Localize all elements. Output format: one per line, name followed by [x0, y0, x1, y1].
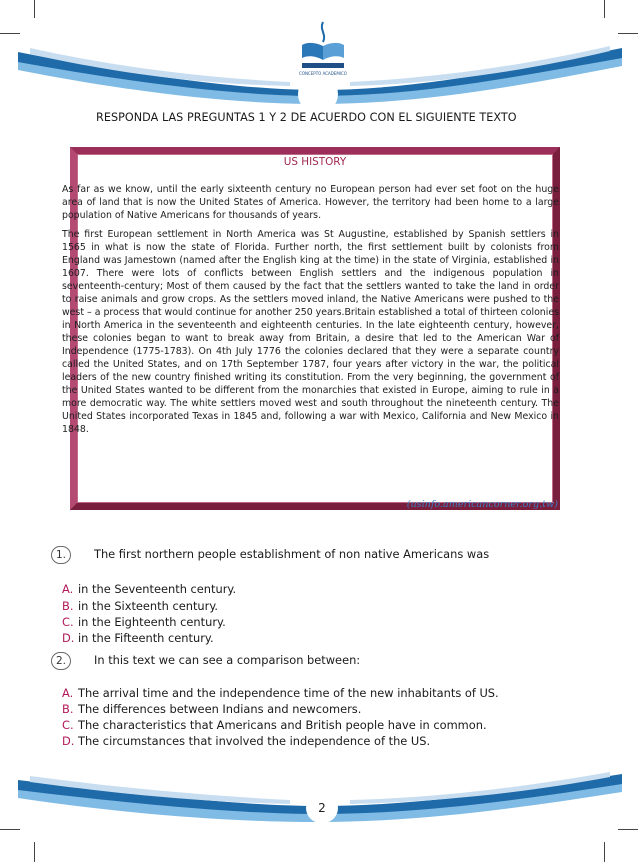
- option-text: in the Seventeenth century.: [78, 582, 237, 596]
- crop-mark: [604, 0, 605, 18]
- page-number: 2: [306, 793, 338, 823]
- option-letter: D.: [62, 734, 75, 748]
- answer-option[interactable]: [62, 631, 214, 645]
- option-text: The arrival time and the independence time of the new inhabitants of US.: [78, 686, 499, 700]
- instruction-heading: RESPONDA LAS PREGUNTAS 1 Y 2 DE ACUERDO CON EL SIGUIENTE TEXTO: [96, 111, 517, 124]
- reading-title: US HISTORY: [283, 156, 347, 168]
- logo-text: CONCEPTO ACADEMICO: [299, 71, 347, 76]
- option-letter: A.: [62, 582, 74, 596]
- option-letter: B.: [62, 599, 74, 613]
- answer-option[interactable]: [62, 615, 226, 629]
- question-number-badge: 2.: [51, 652, 71, 670]
- answer-option[interactable]: [62, 702, 361, 716]
- question-text: The first northern people establishment of non native Americans was: [94, 547, 490, 561]
- option-text: The circumstances that involved the independence of the US.: [78, 734, 431, 748]
- option-text: The characteristics that Americans and British people have in common.: [78, 718, 487, 732]
- question-number-badge: 1.: [51, 546, 71, 564]
- reading-paragraph: As far as we know, until the early sixteenth century no European person had ever set foot on the huge area of land that is now the United States of America. However, the territory had been home to a large population of Native Americans for thousands of years.: [62, 184, 559, 221]
- crop-mark: [618, 33, 638, 34]
- option-letter: D.: [62, 631, 75, 645]
- option-letter: C.: [62, 718, 74, 732]
- crop-mark: [34, 0, 35, 18]
- answer-option[interactable]: [62, 734, 430, 748]
- option-letter: C.: [62, 615, 74, 629]
- answer-option[interactable]: [62, 718, 487, 732]
- answer-option[interactable]: [62, 686, 499, 700]
- answer-option[interactable]: [62, 599, 218, 613]
- option-text: in the Eighteenth century.: [78, 615, 226, 629]
- academic-logo: [298, 18, 348, 80]
- answer-option[interactable]: [62, 582, 236, 596]
- reading-body: [62, 183, 559, 436]
- question-text: In this text we can see a comparison between:: [94, 653, 361, 667]
- option-text: in the Fifteenth century.: [78, 631, 214, 645]
- crop-mark: [604, 842, 605, 862]
- reading-paragraph: The first European settlement in North America was St Augustine, established by Spanish settlers in 1565 in what is now the state of Florida. Further north, the first settlement built by colonists from England was Jamestown (named after the English king at the time) in the state of Virginia, established in 1607. There were lots of conflicts between English settlers and the indigenous population in seventeenth-century; Most of them caused by the fact that the settlers wanted to take the land in order to raise animals and grow crops. As the settlers moved inland, the Native Americans were pushed to the west – a process that would continue for another 250 years.Britain established a total of thirteen colonies in North America in the seventeenth and eighteenth centuries. In the late eighteenth century, however, these colonies began to want to break away from Britain, a desire that led to the American War of Independence (1775-1783). On 4th July 1776 the colonies declared that they were a separate country called the United States, and on 17th September 1787, four years after victory in the war, the political leaders of the new country finished writing its constitution. From the very beginning, the government of the United States wanted to be different from the monarchies that existed in Europe, aiming to rule in a more democratic way. The white settlers moved west and south throughout the nineteenth century. The United States incorporated Texas in 1845 and, following a war with Mexico, California and New Mexico in 1848.: [62, 229, 559, 435]
- option-text: in the Sixteenth century.: [78, 599, 219, 613]
- option-text: The differences between Indians and newcomers.: [78, 702, 362, 716]
- option-letter: A.: [62, 686, 74, 700]
- option-letter: B.: [62, 702, 74, 716]
- crop-mark: [34, 842, 35, 862]
- source-citation: (usinfo.americancorner.org.tw): [406, 499, 558, 510]
- crop-mark: [0, 33, 20, 34]
